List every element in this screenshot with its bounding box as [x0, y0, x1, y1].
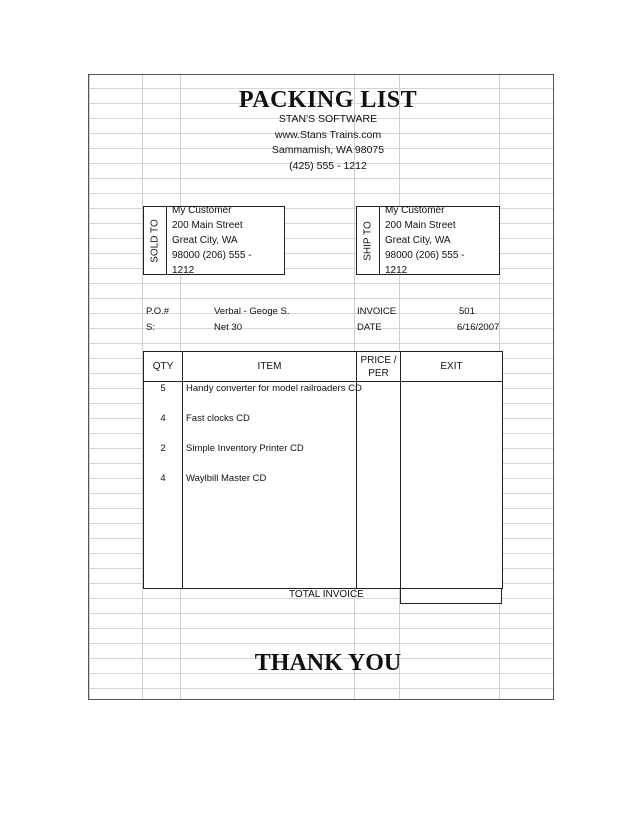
company-phone: (425) 555 - 1212: [289, 160, 367, 172]
total-invoice-label: TOTAL INVOICE: [289, 589, 364, 600]
terms-label: S:: [146, 322, 155, 333]
ship-to-line: My Customer: [385, 205, 445, 216]
row-qty: 4: [160, 413, 166, 424]
row-qty: 5: [160, 383, 166, 394]
thank-you-text: THANK YOU: [254, 650, 402, 676]
row-item: Handy converter for model railroaders CD: [186, 383, 362, 394]
row-item: Simple Inventory Printer CD: [186, 443, 304, 454]
terms-value: Net 30: [214, 322, 242, 333]
ship-to-address: [385, 203, 497, 278]
sold-to-line: Great City, WA: [172, 235, 238, 246]
ship-to-box: [356, 206, 500, 275]
sold-to-label-cell: [144, 207, 167, 274]
table-row: [144, 412, 502, 427]
header-exit: EXIT: [440, 361, 463, 372]
row-qty: 4: [160, 473, 166, 484]
table-row: [144, 442, 502, 457]
items-table: [143, 351, 503, 589]
header-price-per: PRICE / PER: [360, 354, 397, 379]
po-value: Verbal - Geoge S.: [214, 306, 290, 317]
sold-to-line: 1212: [172, 265, 195, 276]
sold-to-line: My Customer: [172, 205, 232, 216]
date-label: DATE: [357, 322, 382, 333]
company-website: www.Stans Trains.com: [274, 129, 382, 141]
invoice-label: INVOICE: [357, 306, 397, 317]
ship-to-line: Great City, WA: [385, 235, 451, 246]
company-name: STAN'S SOFTWARE: [278, 113, 378, 125]
date-value: 6/16/2007: [457, 322, 500, 333]
ship-to-label: SHIP TO: [362, 220, 374, 261]
ship-to-label-cell: [357, 207, 380, 274]
sold-to-box: [143, 206, 285, 275]
row-item: Fast clocks CD: [186, 413, 250, 424]
ship-to-line: 98000 (206) 555 -: [385, 250, 465, 261]
ship-to-line: 1212: [385, 265, 408, 276]
po-label: P.O.#: [146, 306, 170, 317]
sold-to-address: [172, 203, 282, 278]
ship-to-line: 200 Main Street: [385, 220, 456, 231]
table-row: [144, 472, 502, 487]
company-city: Sammamish, WA 98075: [271, 144, 385, 156]
sold-to-label: SOLD TO: [149, 218, 161, 263]
table-row: [144, 382, 502, 397]
packing-list-sheet: [88, 74, 554, 700]
header-item: ITEM: [257, 361, 282, 372]
invoice-number: 501: [459, 306, 475, 317]
document-title: PACKING LIST: [238, 87, 418, 113]
sold-to-line: 200 Main Street: [172, 220, 243, 231]
row-qty: 2: [160, 443, 166, 454]
sold-to-line: 98000 (206) 555 -: [172, 250, 252, 261]
row-item: Waylbill Master CD: [186, 473, 267, 484]
header-qty: QTY: [152, 361, 174, 372]
total-invoice-field: [400, 588, 502, 604]
